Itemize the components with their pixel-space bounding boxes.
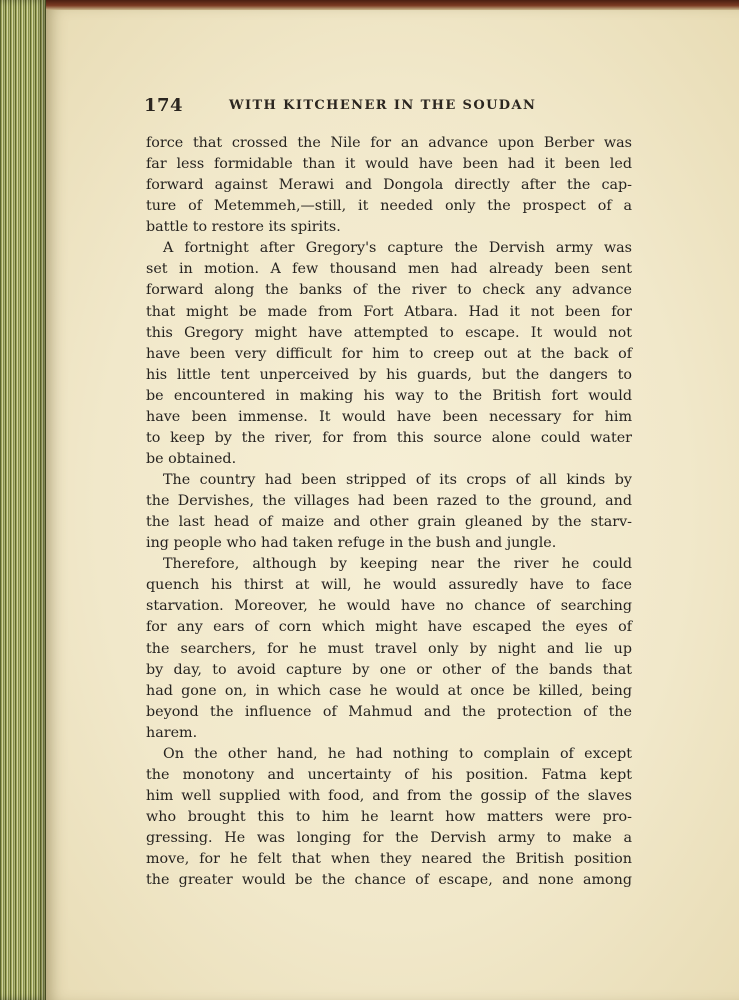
book-page-edges — [0, 0, 46, 1000]
text-line: the last head of maize and other grain gleaned by the starv- — [146, 514, 632, 531]
page-number: 174 — [144, 95, 184, 116]
text-line: Therefore, although by keeping near the river he could — [163, 556, 632, 573]
text-line: the monotony and uncertainty of his position. Fatma kept — [146, 766, 632, 783]
text-line: who brought this to him he learnt how matters were pro- — [146, 809, 632, 825]
text-line: that might be made from Fort Atbara. Had it not been for — [146, 303, 632, 320]
running-title: WITH KITCHENER IN THE SOUDAN — [229, 98, 537, 113]
text-line: his little tent unperceived by his guards, but the dangers to — [146, 366, 632, 383]
text-line: forward against Merawi and Dongola directly after the cap- — [146, 177, 632, 194]
text-line: starvation. Moreover, he would have no chance of searching — [146, 598, 632, 615]
text-line: forward along the banks of the river to check any advance — [146, 282, 632, 299]
body-text — [146, 133, 632, 891]
book-top-edge — [0, 0, 739, 10]
text-line: for any ears of corn which might have escaped the eyes of — [146, 619, 632, 636]
text-line: harem. — [146, 724, 198, 741]
text-line: quench his thirst at will, he would assuredly have to face — [146, 577, 632, 594]
text-line: be encountered in making his way to the British fort would — [146, 387, 632, 404]
text-line: force that crossed the Nile for an advance upon Berber was — [146, 135, 632, 151]
text-line: this Gregory might have attempted to escape. It would not — [146, 324, 632, 341]
text-line: beyond the influence of Mahmud and the protection of the — [146, 703, 632, 720]
text-line: far less formidable than it would have been had it been led — [146, 156, 632, 173]
text-line: be obtained. — [146, 450, 237, 467]
text-line: move, for he felt that when they neared the British position — [146, 851, 632, 868]
text-line: him well supplied with food, and from the gossip of the slaves — [146, 787, 632, 804]
text-line: ture of Metemmeh,—still, it needed only the prospect of a — [146, 198, 632, 215]
text-line: On the other hand, he had nothing to complain of except — [163, 745, 632, 762]
text-line: had gone on, in which case he would at once be killed, being — [146, 682, 632, 699]
text-line: The country had been stripped of its crops of all kinds by — [163, 472, 632, 488]
text-line: the searchers, for he must travel only by night and lie up — [146, 640, 632, 657]
text-line: ing people who had taken refuge in the bush and jungle. — [146, 535, 557, 552]
text-line: to keep by the river, for from this source alone could water — [146, 429, 632, 446]
text-line: have been immense. It would have been necessary for him — [146, 408, 632, 425]
text-line: have been very difficult for him to creep out at the back of — [146, 345, 632, 362]
running-head — [144, 95, 632, 119]
text-line: A fortnight after Gregory's capture the Dervish army was — [163, 240, 632, 257]
text-line: by day, to avoid capture by one or other of the bands that — [146, 661, 632, 678]
text-line: the Dervishes, the villages had been razed to the ground, and — [146, 493, 632, 510]
text-line: gressing. He was longing for the Dervish army to make a — [146, 830, 632, 847]
text-line: the greater would be the chance of escape, and none among — [146, 872, 632, 889]
text-line: set in motion. A few thousand men had already been sent — [146, 261, 632, 278]
text-line: battle to restore its spirits. — [146, 219, 341, 236]
